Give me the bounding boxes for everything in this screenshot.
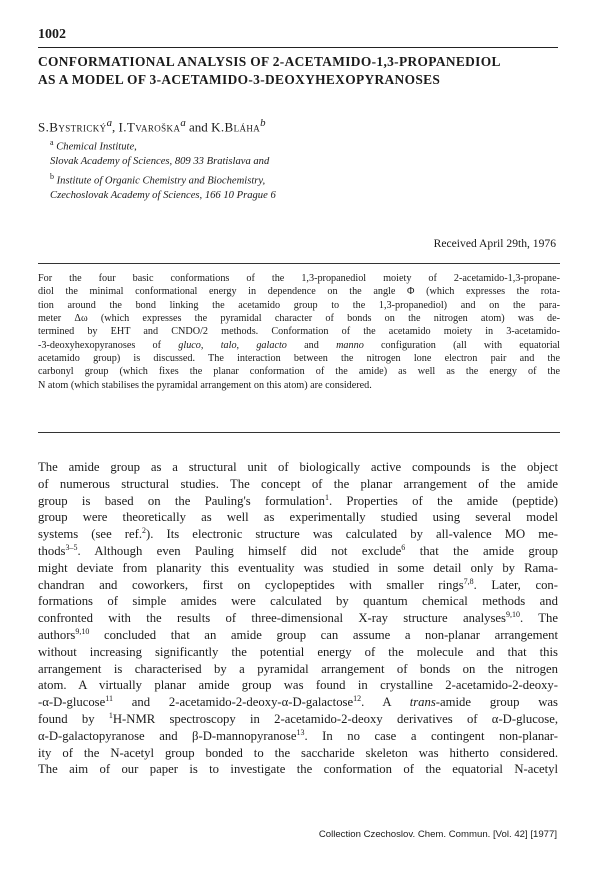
affiliation-b-line-2: Czechoslovak Academy of Sciences, 166 10 Prague 6 — [50, 190, 276, 202]
author-separator: , — [111, 119, 119, 135]
body-line: formations of simple amides were calculated by quantum chemical methods and — [38, 594, 558, 609]
reference-mark: 11 — [105, 693, 113, 703]
body-line: of numerous structural studies. The concept of the planar arrangement of the amide — [38, 476, 558, 491]
isotope-mark: 1 — [108, 710, 113, 720]
author-affil-mark: b — [260, 117, 266, 129]
body-line: group is based on the Pauling's formulation$^1$. Properties of the amide (peptide) — [38, 492, 558, 508]
reference-mark: 9,10 — [506, 609, 520, 619]
body-line: systems (see ref.$^2$). Its electronic structure was calculated by all-valence MO me- — [38, 525, 558, 542]
received-date: Received April 29th, 1976 — [433, 237, 556, 250]
abstract-rule-bottom — [38, 432, 560, 433]
author-name: K.Bláha — [211, 119, 261, 135]
abstract-line: tion around the bond linking the acetamido group to the 1,3-propanediol) and on the para- — [38, 299, 560, 311]
reference-mark: 6 — [401, 542, 406, 552]
body-line: ity of the N-acetyl group bonded to the saccharide skeleton was hitherto considered. — [38, 745, 558, 760]
abstract-line: N atom (which stabilises the pyramidal arrangement on this atom) are considered. — [38, 379, 372, 391]
reference-mark: 1 — [324, 492, 329, 502]
author-affil-mark: a — [180, 117, 186, 129]
reference-mark: 3–5 — [65, 542, 78, 552]
reference-mark: 13 — [296, 727, 305, 737]
body-line: group were theoretically as well as experimentally studied using several model — [38, 510, 558, 525]
reference-mark: 7,8 — [463, 576, 474, 586]
body-line: chandran and coworkers, first on cyclopeptides with smaller rings$^{7,8}$. Later, con- — [38, 576, 558, 592]
body-line: found by $^1$H-NMR spectroscopy in 2-acetamido-2-deoxy derivatives of α-D-glucose, — [38, 710, 558, 726]
page-number: 1002 — [38, 27, 66, 42]
body-line: atom. A virtually planar amide group was found in crystalline 2-acetamido-2-deoxy- — [38, 678, 558, 693]
article-title — [38, 53, 560, 89]
body-line: α-D-galactopyranose and β-D-mannopyranose$^{13}$. In no case a contingent non-planar- — [38, 727, 558, 743]
author-list — [38, 117, 266, 135]
body-line: -α-D-glucose$^{11}$ and 2-acetamido-2-deoxy-α-D-galactose$^{12}$. A trans-amide group was — [38, 693, 558, 710]
abstract-line: diol the minimal conformational energy in dependence on the angle Φ (which expresses the rota- — [38, 286, 560, 298]
abstract-line: For the four basic conformations of the 1,3-propanediol moiety of 2-acetamido-1,3-propane- — [38, 273, 560, 284]
affiliation-b-line-1: $^b$ Institute of Organic Chemistry and Biochemistry, — [50, 172, 266, 187]
affiliation-a-line-2: Slovak Academy of Sciences, 809 33 Bratislava and — [50, 156, 270, 168]
author-affil-mark: a — [106, 117, 112, 129]
abstract-line: -3-deoxyhexopyranoses of gluco, talo, galacto and manno configuration (all with equatorial — [38, 339, 561, 351]
body-paragraph — [38, 459, 558, 778]
reference-mark: 9,10 — [75, 626, 90, 636]
abstract-line: meter Δω (which expresses the pyramidal character of bonds on the nitrogen atom) was de- — [38, 313, 560, 325]
affiliation-a-line-1: $^a$ Chemical Institute, — [50, 138, 137, 153]
body-line: The aim of our paper is to investigate the conformation of the equatorial N-acetyl — [38, 762, 558, 777]
body-line: might deviate from planarity this eventuality was studied in some detail only by Rama- — [38, 560, 558, 575]
reference-mark: 2 — [142, 525, 147, 535]
abstract-line: carbonyl group (which fixes the planar conformation of the amide) as well as the energy of the — [38, 366, 560, 378]
affiliations — [50, 136, 276, 204]
author-name: S.Bystrický — [38, 119, 107, 135]
author-separator: and — [185, 119, 212, 135]
title-line-1: CONFORMATIONAL ANALYSIS OF 2-ACETAMIDO-1,3-PROPANEDIOL — [38, 54, 501, 69]
body-line: arrangement is characterised by a pyramidal arrangement of bonds on the nitrogen — [38, 661, 558, 676]
body-line: without increasing significantly the potential energy of the molecule and that this — [38, 644, 558, 659]
body-line: authors$^{9,10}$ concluded that an amide group can assume a non-planar arrangement — [38, 626, 558, 642]
abstract-line: termined by EHT and CNDO/2 methods. Conformation of the acetamido moiety in 3-acetamido- — [38, 326, 560, 338]
body-line: The amide group as a structural unit of biologically active compounds is the object — [38, 460, 558, 474]
body-line: confronted with the results of three-dimensional X-ray structure analyses$^{9,10}$. The — [38, 609, 559, 626]
abstract-rule-top — [38, 263, 560, 264]
header-rule — [38, 47, 558, 48]
author-name: I.Tvaroška — [118, 119, 181, 135]
reference-mark: 12 — [353, 693, 362, 703]
journal-footer: Collection Czechoslov. Chem. Commun. [Vol. 42] [1977] — [318, 829, 557, 840]
abstract-line: acetamido group) is discussed. The interaction between the nitrogen lone electron pair and the — [38, 353, 560, 365]
title-line-2: AS A MODEL OF 3-ACETAMIDO-3-DEOXYHEXOPYRANOSES — [38, 72, 441, 87]
abstract — [38, 272, 560, 392]
body-line: thods$^{3-5}$. Although even Pauling himself did not exclude$^6$ that the amide group — [38, 542, 558, 558]
